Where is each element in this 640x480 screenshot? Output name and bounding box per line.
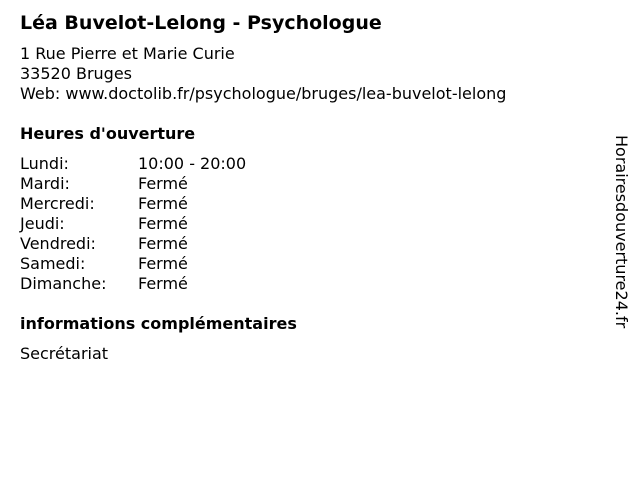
day-hours: Fermé [138, 254, 188, 273]
day-hours: Fermé [138, 234, 188, 253]
day-hours: Fermé [138, 194, 188, 213]
day-label: Mardi: [20, 174, 70, 193]
day-hours: 10:00 - 20:00 [138, 154, 247, 173]
day-hours: Fermé [138, 214, 188, 233]
day-hours: Fermé [138, 174, 188, 193]
city-postal: 33520 Bruges [20, 64, 133, 83]
street-address: 1 Rue Pierre et Marie Curie [20, 44, 235, 63]
additional-info-heading: informations complémentaires [20, 314, 297, 333]
day-label: Jeudi: [20, 214, 65, 233]
day-label: Mercredi: [20, 194, 95, 213]
day-label: Lundi: [20, 154, 69, 173]
day-label: Samedi: [20, 254, 86, 273]
day-label: Dimanche: [20, 274, 107, 293]
address-block [20, 44, 506, 104]
additional-info-text: Secrétariat [20, 344, 109, 363]
day-label: Vendredi: [20, 234, 96, 253]
opening-hours-heading: Heures d'ouverture [20, 124, 196, 143]
day-hours: Fermé [138, 274, 188, 293]
site-watermark: Horairesdouverture24.fr [612, 135, 631, 329]
website-text: Web: www.doctolib.fr/psychologue/bruges/lea-buvelot-lelong [20, 84, 507, 103]
page-title: Léa Buvelot-Lelong - Psychologue [20, 12, 382, 34]
